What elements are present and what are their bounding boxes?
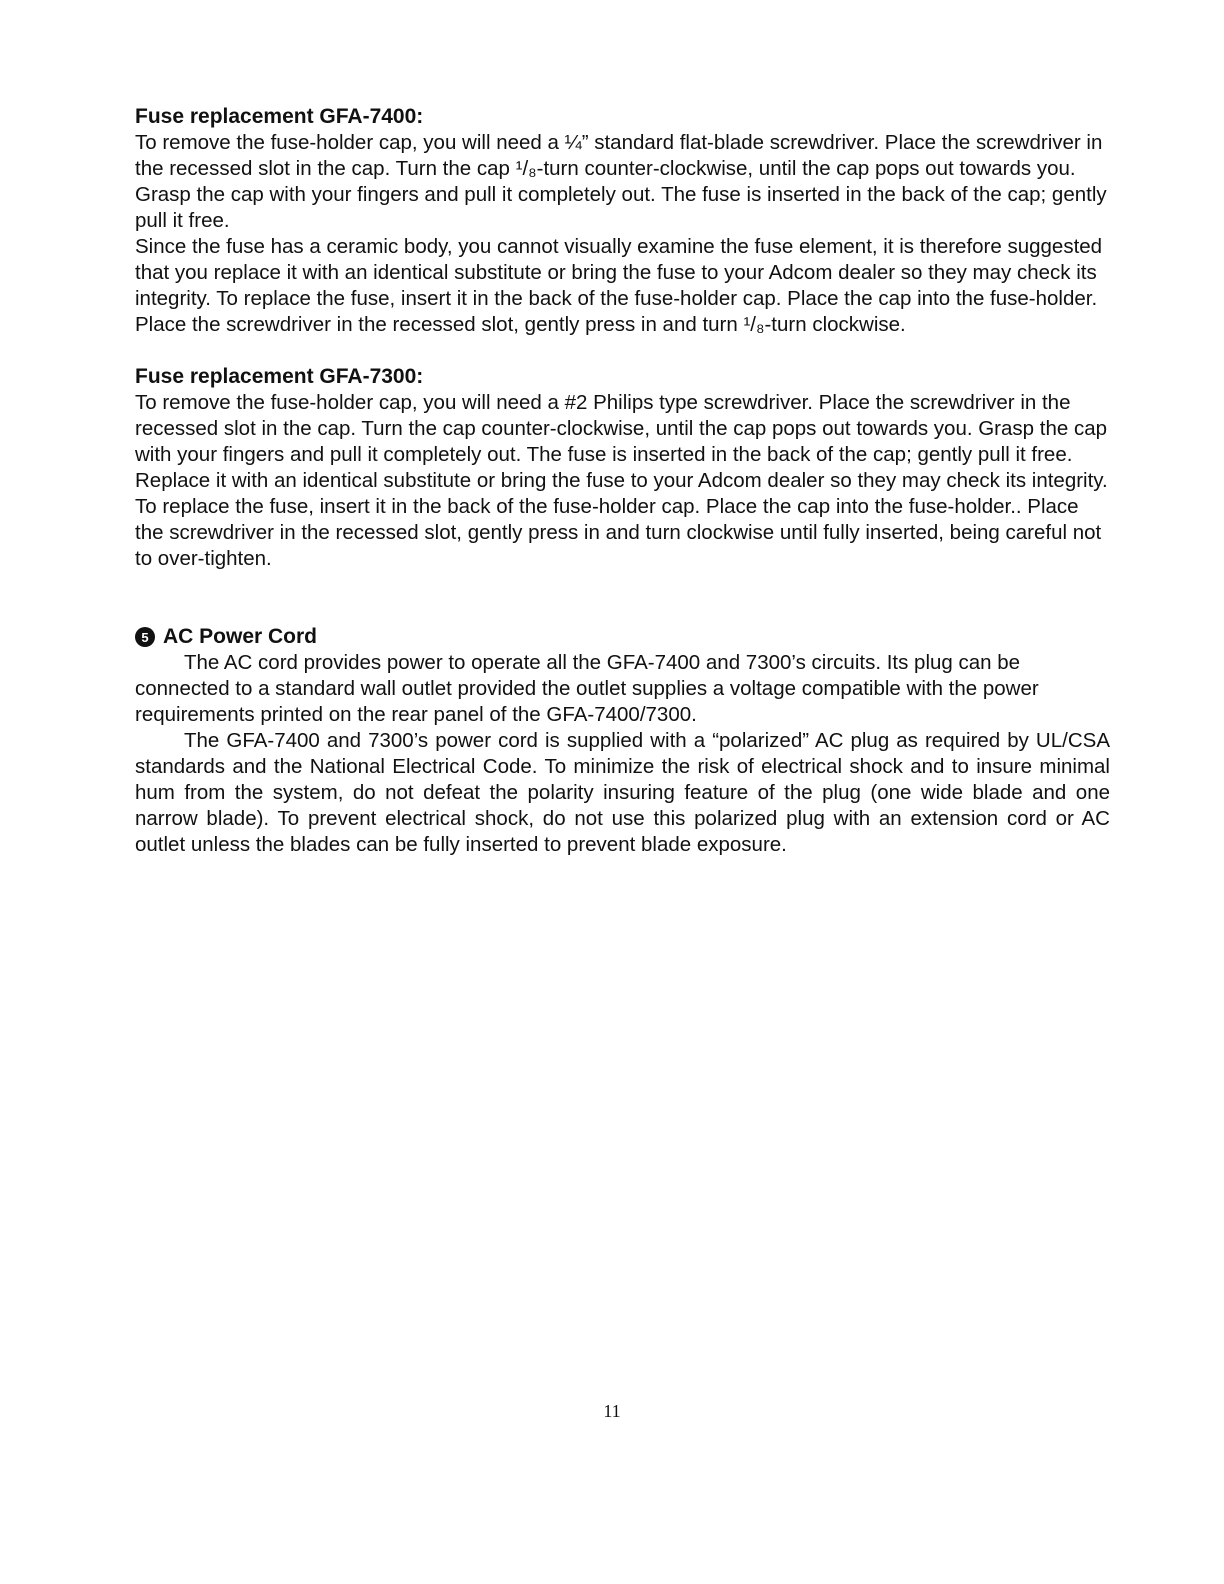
section-spacer xyxy=(135,572,1110,624)
ac-power-cord-title: AC Power Cord xyxy=(163,625,318,648)
polarized-plug-paragraph: The GFA-7400 and 7300’s power cord is supplied with a “polarized” AC plug as required by UL/CSA standards and the National Electrical Code. To minimize the risk of electrical shock and to insure minimal hum from the system, do not defeat the polarity insuring feature of the plug (one wide blade and one narrow blade). To prevent electrical shock, do not use this polarized plug with an extension cord or AC outlet unless the blades can be fully inserted to prevent blade exposure. xyxy=(135,729,1110,856)
gfa-7400-removal-paragraph: To remove the fuse-holder cap, you will need a ¼” standard flat-blade screwdriver. Place the screwdriver in the recessed slot in the cap. Turn the cap ¹/₈-turn counter-clockwise, until the cap pops out towards you. Grasp the cap with your fingers and pull it completely out. The fuse is inserted in the back of the cap; gently pull it free. xyxy=(135,131,1107,232)
ac-cord-description-paragraph: The AC cord provides power to operate all the GFA-7400 and 7300’s circuits. Its plug can be connected to a standard wall outlet provided the outlet supplies a voltage compatible with the power requirements printed on the rear panel of the GFA-7400/7300. xyxy=(135,651,1039,726)
gfa-7300-replacement-paragraph: Replace it with an identical substitute or bring the fuse to your Adcom dealer so they may check its integrity. To replace the fuse, insert it in the back of the fuse-holder cap. Place the cap into the fuse-holder.. Place the screwdriver in the recessed slot, gently press in and turn clockwise until fully inserted, being careful not to over-tighten. xyxy=(135,469,1108,570)
ac-power-cord-heading xyxy=(135,624,1110,650)
gfa-7400-replacement-paragraph: Since the fuse has a ceramic body, you cannot visually examine the fuse element, it is therefore suggested that you replace it with an identical substitute or bring the fuse to your Adcom dealer so they may check its integrity. To replace the fuse, insert it in the back of the fuse-holder cap. Place the cap into the fuse-holder. Place the screwdriver in the recessed slot, gently press in and turn ¹/₈-turn clockwise. xyxy=(135,235,1103,336)
page-number: 11 xyxy=(603,1401,621,1421)
manual-page xyxy=(135,104,1110,858)
section-heading-gfa-7400: Fuse replacement GFA-7400: xyxy=(135,105,424,128)
section-heading-gfa-7300: Fuse replacement GFA-7300: xyxy=(135,365,424,388)
section-spacer xyxy=(135,338,1110,364)
circled-number-5-icon: 5 xyxy=(135,627,155,647)
gfa-7300-removal-paragraph: To remove the fuse-holder cap, you will need a #2 Philips type screwdriver. Place the screwdriver in the recessed slot in the cap. Turn the cap counter-clockwise, until the cap pops out towards you. Grasp the cap with your fingers and pull it completely out. The fuse is inserted in the back of the cap; gently pull it free. xyxy=(135,391,1107,466)
